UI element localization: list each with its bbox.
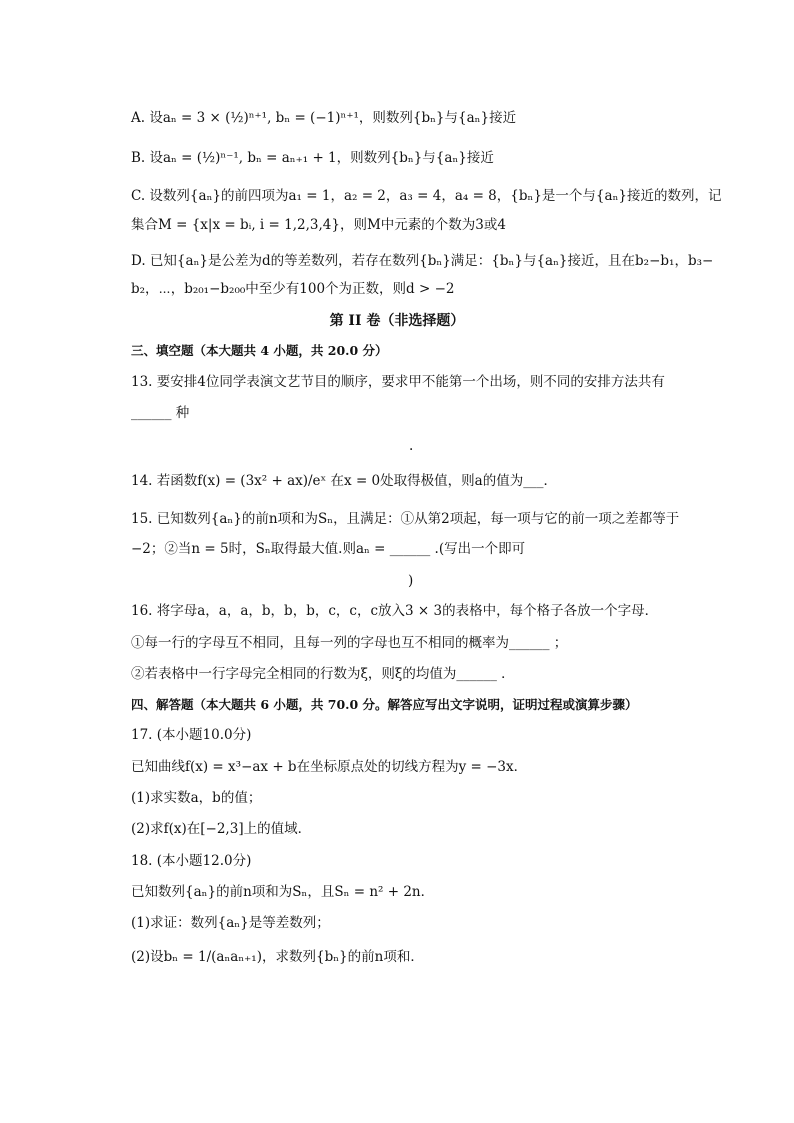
question-17-head: 17. (本小题10.0分) — [131, 727, 252, 743]
option-d-line1: D. 已知{aₙ}是公差为d的等差数列，若存在数列{bₙ}满足：{bₙ}与{aₙ}接近，且在b₂−b₁，b₃− — [131, 253, 714, 269]
question-16-line2: ①每一行的字母互不相同，且每一列的字母也互不相同的概率为______ ； — [131, 635, 568, 651]
question-13-line1: 13. 要安排4位同学表演文艺节目的顺序，要求甲不能第一个出场，则不同的安排方法共有 — [131, 374, 665, 390]
question-15-line3: ) — [408, 573, 414, 589]
question-18-line1: 已知数列{aₙ}的前n项和为Sₙ，且Sₙ = n² + 2n． — [131, 884, 435, 900]
option-c-line2: 集合M = {x|x = bᵢ, i = 1,2,3,4}，则M中元素的个数为3或4 — [131, 217, 506, 233]
part-2-title: 第 II 卷（非选择题） — [329, 313, 465, 329]
question-17-line1: 已知曲线f(x) = x³−ax + b在坐标原点处的切线方程为y = −3x． — [131, 759, 528, 775]
question-18-head: 18. (本小题12.0分) — [131, 853, 252, 869]
option-c-line1: C. 设数列{aₙ}的前四项为a₁ = 1，a₂ = 2，a₃ = 4，a₄ = 8，{bₙ}是一个与{aₙ}接近的数列，记 — [131, 188, 722, 204]
question-13-dot: . — [409, 438, 414, 454]
question-13-line2: ______ 种 — [131, 405, 190, 421]
question-14: 14. 若函数f(x) = (3x² + ax)/eˣ 在x = 0处取得极值，则a的值为___． — [131, 473, 557, 489]
option-a: A. 设aₙ = 3 × (½)ⁿ⁺¹, bₙ = (−1)ⁿ⁺¹，则数列{bₙ}与{aₙ}接近 — [131, 110, 517, 126]
question-16-line1: 16. 将字母a，a，a，b，b，b，c，c，c放入3 × 3的表格中，每个格子各放一个字母． — [131, 603, 659, 619]
question-15-line2: −2；②当n = 5时，Sₙ取得最大值.则aₙ = ______ .(写出一个即可 — [131, 541, 526, 557]
question-17-line2: (1)求实数a，b的值； — [131, 790, 262, 806]
question-15-line1: 15. 已知数列{aₙ}的前n项和为Sₙ，且满足：①从第2项起，每一项与它的前一项之差都等于 — [131, 511, 680, 527]
question-17-line3: (2)求f(x)在[−2,3]上的值域． — [131, 821, 312, 837]
option-d-line2: b₂，⋯，b₂₀₁−b₂₀₀中至少有100个为正数，则d > −2 — [131, 281, 455, 297]
question-18-line3: (2)设bₙ = 1/(aₙaₙ₊₁)，求数列{bₙ}的前n项和． — [131, 949, 424, 965]
question-18-line2: (1)求证：数列{aₙ}是等差数列； — [131, 915, 330, 931]
question-16-line3: ②若表格中一行字母完全相同的行数为ξ，则ξ的均值为______ ． — [131, 666, 515, 682]
section-3-title: 三、填空题（本大题共 4 小题，共 20.0 分） — [131, 343, 388, 358]
section-4-title: 四、解答题（本大题共 6 小题，共 70.0 分。解答应写出文字说明，证明过程或演算步骤） — [131, 697, 638, 712]
option-b: B. 设aₙ = (½)ⁿ⁻¹, bₙ = aₙ₊₁ + 1，则数列{bₙ}与{aₙ}接近 — [131, 150, 494, 166]
